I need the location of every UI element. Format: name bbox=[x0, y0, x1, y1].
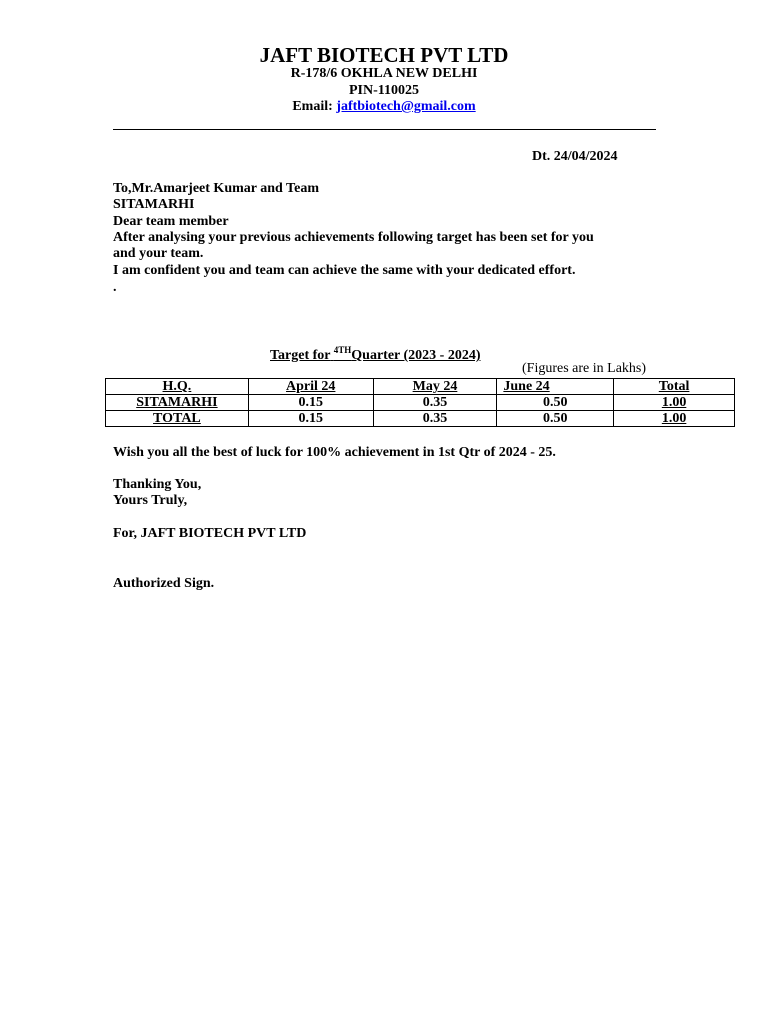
address-line-2: PIN-110025 bbox=[349, 83, 419, 98]
table-header-row bbox=[106, 379, 735, 395]
company-name: JAFT BIOTECH PVT LTD bbox=[259, 43, 509, 67]
body-dot: . bbox=[113, 280, 117, 295]
body-line-1: After analysing your previous achievements following target has been set for you bbox=[113, 230, 594, 245]
target-table bbox=[105, 378, 735, 427]
cell-hq: SITAMARHI bbox=[106, 395, 249, 411]
cell-june: 0.50 bbox=[497, 395, 614, 411]
email-link[interactable]: jaftbiotech@gmail.com bbox=[336, 99, 476, 114]
target-title-suffix: Quarter (2023 - 2024) bbox=[351, 348, 481, 363]
header-total: Total bbox=[614, 379, 735, 395]
email-line bbox=[0, 99, 768, 115]
closing-wish: Wish you all the best of luck for 100% achievement in 1st Qtr of 2024 - 25. bbox=[113, 445, 556, 460]
cell-total: 1.00 bbox=[614, 411, 735, 427]
cell-may: 0.35 bbox=[373, 411, 497, 427]
target-title bbox=[270, 345, 481, 364]
cell-april: 0.15 bbox=[248, 395, 373, 411]
closing-for-company: For, JAFT BIOTECH PVT LTD bbox=[113, 526, 307, 541]
header-divider bbox=[113, 129, 656, 130]
closing-thanks: Thanking You, bbox=[113, 477, 202, 492]
recipient: To,Mr.Amarjeet Kumar and Team bbox=[113, 181, 319, 196]
address-line-1: R-178/6 OKHLA NEW DELHI bbox=[290, 66, 478, 81]
cell-hq: TOTAL bbox=[106, 411, 249, 427]
cell-june: 0.50 bbox=[497, 411, 614, 427]
cell-april: 0.15 bbox=[248, 411, 373, 427]
cell-total: 1.00 bbox=[614, 395, 735, 411]
header-may: May 24 bbox=[373, 379, 497, 395]
body-line-2: and your team. bbox=[113, 246, 204, 261]
cell-may: 0.35 bbox=[373, 395, 497, 411]
header-hq: H.Q. bbox=[106, 379, 249, 395]
table-row bbox=[106, 395, 735, 411]
target-title-superscript: 4TH bbox=[333, 345, 352, 355]
email-label: Email: bbox=[292, 99, 333, 114]
header-june: June 24 bbox=[497, 379, 614, 395]
target-title-prefix: Target for bbox=[270, 348, 331, 363]
recipient-place: SITAMARHI bbox=[113, 197, 195, 212]
table-row bbox=[106, 411, 735, 427]
authorized-sign: Authorized Sign. bbox=[113, 576, 215, 591]
closing-yours: Yours Truly, bbox=[113, 493, 188, 508]
salutation: Dear team member bbox=[113, 214, 229, 229]
figures-note: (Figures are in Lakhs) bbox=[522, 361, 647, 376]
letter-date: Dt. 24/04/2024 bbox=[532, 149, 618, 164]
body-line-3: I am confident you and team can achieve the same with your dedicated effort. bbox=[113, 263, 576, 278]
header-april: April 24 bbox=[248, 379, 373, 395]
